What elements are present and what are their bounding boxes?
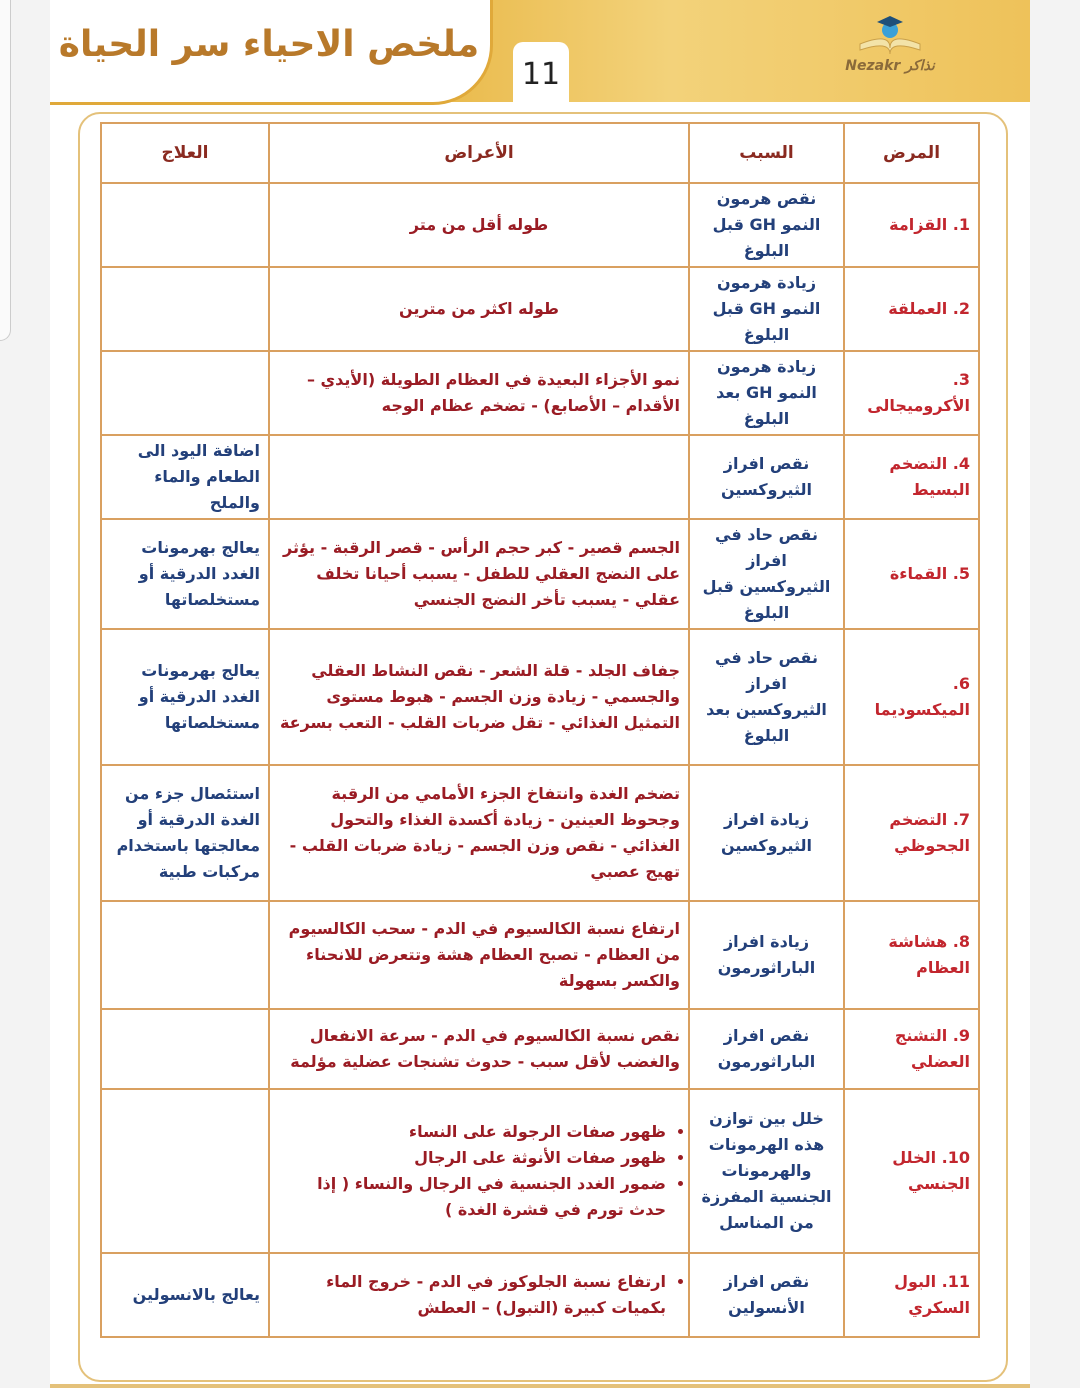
treatment-cell: [101, 1089, 269, 1253]
right-margin: [1030, 0, 1080, 1388]
symptoms-cell: الجسم قصير - كبر حجم الرأس - قصر الرقبة - يؤثر على النضج العقلي للطفل - يسبب أحيانا تخلف عقلي - يسبب تأخر النضج الجنسي: [269, 519, 689, 629]
diseases-table: [100, 122, 980, 1338]
document-page: [50, 0, 1030, 1388]
treatment-cell: [101, 1009, 269, 1089]
symptoms-cell: ارتفاع نسبة الكالسيوم في الدم - سحب الكالسيوم من العظام - تصبح العظام هشة وتتعرض للانحناء والكسر بسهولة: [269, 901, 689, 1009]
column-header-treatment: العلاج: [101, 123, 269, 183]
cause-cell: زيادة افراز الثيروكسين: [689, 765, 844, 901]
page-number: 11: [513, 42, 569, 102]
treatment-cell: استئصال جزء من الغدة الدرقية أو معالجتها باستخدام مركبات طبية: [101, 765, 269, 901]
treatment-cell: [101, 351, 269, 435]
table-header-row: [101, 123, 979, 183]
cause-cell: زيادة افراز الباراثورمون: [689, 901, 844, 1009]
page-fold: [0, 0, 11, 341]
symptoms-cell: طوله اكثر من مترين: [269, 267, 689, 351]
title-box: [50, 0, 493, 105]
symptoms-cell: نقص نسبة الكالسيوم في الدم - سرعة الانفعال والغضب لأقل سبب - حدوث تشنجات عضلية مؤلمة: [269, 1009, 689, 1089]
table-row: [101, 1089, 979, 1253]
cause-cell: نقص حاد في افراز الثيروكسين بعد البلوغ: [689, 629, 844, 765]
disease-cell: 2. العملقة: [844, 267, 979, 351]
table-row: [101, 351, 979, 435]
symptom-item: • ظهور صفات الأنوثة على الرجال: [278, 1145, 666, 1171]
watermark-logo: [810, 14, 970, 90]
disease-cell: 8. هشاشة العظام: [844, 901, 979, 1009]
disease-cell: 5. القماءة: [844, 519, 979, 629]
disease-cell: 11. البول السكري: [844, 1253, 979, 1337]
table-row: [101, 901, 979, 1009]
disease-cell: 7. التضخم الجحوظي: [844, 765, 979, 901]
symptom-item: • ظهور صفات الرجولة على النساء: [278, 1119, 666, 1145]
treatment-cell: يعالج بالانسولين: [101, 1253, 269, 1337]
table-row: [101, 183, 979, 267]
symptoms-cell: تضخم الغدة وانتفاخ الجزء الأمامي من الرقبة وجحوظ العينين - زيادة أكسدة الغذاء والتحول الغذائي - نقص وزن الجسم - زيادة ضربات القلب - تهيج عصبي: [269, 765, 689, 901]
disease-cell: 9. التشنج العضلي: [844, 1009, 979, 1089]
symptoms-cell: [269, 1089, 689, 1253]
bottom-rule: [50, 1384, 1030, 1388]
page-title: ملخص الاحياء سر الحياة: [58, 24, 480, 65]
cause-cell: زيادة هرمون النمو GH بعد البلوغ: [689, 351, 844, 435]
left-margin: [0, 0, 50, 1388]
treatment-cell: [101, 183, 269, 267]
table-row: [101, 519, 979, 629]
cause-cell: نقص افراز الأنسولين: [689, 1253, 844, 1337]
treatment-cell: [101, 267, 269, 351]
disease-cell: 6. الميكسوديما: [844, 629, 979, 765]
cause-cell: خلل بين توازن هذه الهرمونات والهرمونات الجنسية المفرزة من المناسل: [689, 1089, 844, 1253]
treatment-cell: [101, 901, 269, 1009]
treatment-cell: اضافة اليود الى الطعام والماء والملح: [101, 435, 269, 519]
symptoms-cell: طوله أقل من متر: [269, 183, 689, 267]
table-row: [101, 1009, 979, 1089]
treatment-cell: يعالج بهرمونات الغدد الدرقية أو مستخلصاتها: [101, 519, 269, 629]
table-row: [101, 267, 979, 351]
column-header-cause: السبب: [689, 123, 844, 183]
symptom-item: • ضمور الغدد الجنسية في الرجال والنساء ( إذا حدث تورم في قشرة الغدة ): [278, 1171, 666, 1223]
book-graduate-icon: [855, 14, 925, 54]
column-header-symptoms: الأعراض: [269, 123, 689, 183]
symptoms-cell: [269, 435, 689, 519]
column-header-disease: المرض: [844, 123, 979, 183]
symptoms-cell: [269, 1253, 689, 1337]
symptoms-cell: جفاف الجلد - قلة الشعر - نقص النشاط العقلي والجسمي - زيادة وزن الجسم - هبوط مستوى التمثيل الغذائي - تقل ضربات القلب - التعب بسرعة: [269, 629, 689, 765]
cause-cell: نقص افراز الباراثورمون: [689, 1009, 844, 1089]
cause-cell: نقص حاد في افراز الثيروكسين قبل البلوغ: [689, 519, 844, 629]
disease-cell: 10. الخلل الجنسي: [844, 1089, 979, 1253]
table-row: [101, 629, 979, 765]
cause-cell: زيادة هرمون النمو GH قبل البلوغ: [689, 267, 844, 351]
symptom-item: • ارتفاع نسبة الجلوكوز في الدم - خروج الماء بكميات كبيرة (التبول) – العطش: [278, 1269, 666, 1321]
disease-cell: 4. التضخم البسيط: [844, 435, 979, 519]
cause-cell: نقص افراز الثيروكسين: [689, 435, 844, 519]
cause-cell: نقص هرمون النمو GH قبل البلوغ: [689, 183, 844, 267]
table-row: [101, 435, 979, 519]
treatment-cell: يعالج بهرمونات الغدد الدرقية أو مستخلصاتها: [101, 629, 269, 765]
symptoms-cell: نمو الأجزاء البعيدة في العظام الطويلة (الأيدي – الأقدام – الأصابع) - تضخم عظام الوجه: [269, 351, 689, 435]
watermark-text: Nezakr نذاكر: [845, 58, 935, 74]
disease-cell: 1. القزامة: [844, 183, 979, 267]
table-row: [101, 765, 979, 901]
table-row: [101, 1253, 979, 1337]
disease-cell: 3. الأكروميجالى: [844, 351, 979, 435]
